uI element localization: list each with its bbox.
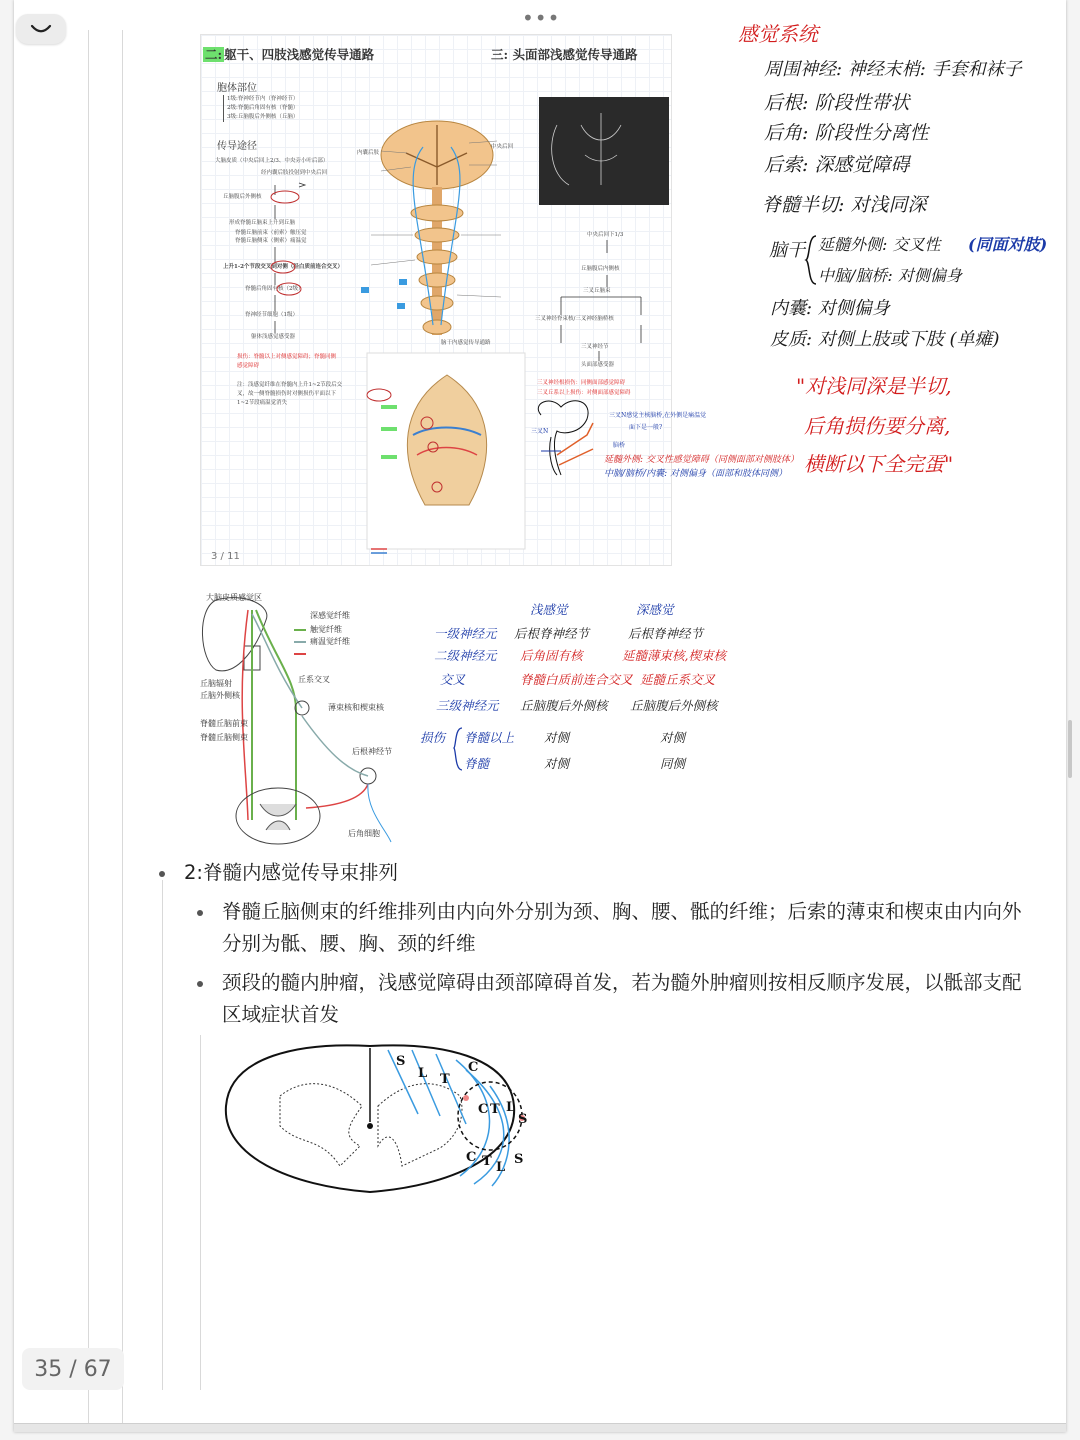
figure-label: 丘脑辐射 — [200, 679, 232, 688]
flow-step: 躯体浅感觉感受器 — [251, 334, 296, 340]
spinal-cord-figure — [220, 1036, 540, 1196]
cord-label: T — [490, 1102, 500, 1117]
flow-step: 脊髓丘脑侧束（侧索）痛温觉 — [235, 238, 307, 244]
sheet-red-note: 延髓外侧: 交叉性感觉障碍（同侧面部对侧肢体） — [604, 455, 799, 465]
figure-label: 丘脑外侧核 — [200, 691, 240, 700]
photo-label: 中央后回 — [491, 144, 514, 150]
flow-step: 丘脑腹后外侧核 — [223, 194, 262, 200]
damage-superficial: 对侧 — [544, 730, 570, 745]
outline-guide-line — [122, 30, 123, 1430]
flow-step: 脊神经节细胞（1级） — [245, 312, 298, 318]
trigeminal-step: 头面部感受器 — [581, 362, 615, 368]
annotation-line: 中脑/脑桥: 对侧偏身 — [818, 266, 962, 285]
sheet-title-left: 二: 躯干、四肢浅感觉传导通路 — [205, 47, 375, 62]
flow-step: 经内囊后肢投射到中央后回 — [261, 170, 328, 176]
cord-label: L — [506, 1100, 516, 1115]
row-superficial: 后根脊神经节 — [514, 626, 590, 641]
damage-deep: 对侧 — [660, 730, 686, 745]
red-quote-line: 后角损伤要分离, — [804, 414, 951, 438]
flow-step: 脊髓丘脑前束（前索）触压觉 — [235, 230, 307, 236]
legend-item: 痛温觉纤维 — [310, 637, 350, 646]
cord-label: S — [514, 1152, 524, 1167]
bullet-dot — [159, 871, 165, 877]
figure-title: 大脑皮质感觉区 — [206, 593, 262, 602]
photo-label: 内囊后肢 — [357, 150, 380, 156]
figure-label: 后根神经节 — [352, 747, 392, 756]
trigeminal-red-note: 三叉丘系以上损伤：对侧面部感觉障碍 — [537, 390, 631, 396]
legend-item: 深感觉纤维 — [310, 611, 350, 620]
figure-label: 脊髓丘脑前束 — [200, 719, 248, 728]
damage-label: 损伤 — [420, 730, 446, 745]
annotation-line: 后根: 阶段性带状 — [764, 92, 910, 114]
blue-note: 面下是一般? — [629, 424, 663, 431]
bullet-dot — [197, 910, 203, 916]
cord-label: C — [478, 1102, 489, 1117]
trigeminal-red-note: 三叉神经根损伤：同侧面部感觉障碍 — [537, 380, 626, 386]
section-body-heading: 胞体部位 — [217, 83, 257, 94]
row-deep: 延髓薄束核,楔束核 — [622, 648, 726, 663]
row-label: 三级神经元 — [436, 698, 499, 713]
cord-label: L — [496, 1160, 506, 1175]
figure-label: 薄束核和楔束核 — [328, 703, 384, 712]
cord-label: C — [466, 1150, 477, 1165]
side-note: 三叉N — [531, 428, 549, 435]
more-options-icon[interactable]: ••• — [522, 6, 561, 30]
row-superficial: 丘脑腹后外侧核 — [520, 698, 608, 713]
annotation-line: 内囊: 对侧偏身 — [770, 298, 890, 319]
cord-label: T — [482, 1154, 492, 1169]
cord-label: L — [418, 1066, 428, 1081]
trigeminal-step: 中央后回下1/3 — [587, 232, 624, 238]
blue-note: 脑桥 — [613, 442, 626, 449]
outline-heading: 2:脊髓内感觉传导束排列 — [184, 861, 398, 884]
outline-guide-line — [162, 880, 163, 1390]
annotations-title: 感觉系统 — [738, 22, 818, 46]
legend-item: 触觉纤维 — [310, 625, 342, 634]
neuron-item: 1级:脊神经节内（脊神经节） — [227, 96, 299, 102]
damage-row-label: 脊髓 — [464, 756, 490, 771]
red-quote-line: "对浅同深是半切, — [796, 374, 952, 398]
flow-step: 大脑皮质（中央后回上2/3、中央旁小叶后部） — [215, 158, 329, 164]
scrollbar-thumb[interactable] — [1068, 720, 1072, 778]
neuron-item: 3级:丘脑腹后外侧核（丘脑） — [227, 114, 299, 120]
figure-caption: 脑干内感觉传导通路 — [441, 340, 491, 346]
figure-label: 后角细胞 — [348, 829, 380, 838]
footnote: 注：浅感觉纤维在脊髓内上升1~2节段后交叉，故一侧脊髓损伤时对侧损伤平面以下1~2节段痛温觉消失 — [237, 382, 343, 406]
cord-label: T — [440, 1072, 450, 1087]
annotation-line: 后角: 阶段性分离性 — [764, 122, 929, 144]
annotation-line: 延髓外侧: 交叉性 — [818, 235, 941, 254]
annotation-line: 周围神经: 神经末梢: 手套和袜子 — [764, 59, 1022, 80]
row-superficial: 脊髓白质前连合交叉 — [520, 672, 633, 687]
annotation-line: 脊髓半切: 对浅同深 — [762, 194, 927, 216]
pathway-drawing — [186, 580, 396, 850]
red-quote-line: 横断以下全完蛋" — [804, 452, 954, 476]
document-page — [14, 0, 1066, 1432]
figure-label: 脊髓丘脑侧束 — [200, 733, 248, 742]
flow-step: 形成脊髓丘脑束上升到丘脑 — [229, 220, 296, 226]
chevron-down-icon — [30, 23, 52, 35]
damage-superficial: 对侧 — [544, 756, 570, 771]
outline-guide-line — [200, 1035, 201, 1390]
cord-label: C — [468, 1060, 479, 1075]
sheet-drawings — [201, 35, 671, 565]
annotation-brainstem: 脑干 — [769, 240, 805, 261]
damage-deep: 同侧 — [660, 756, 686, 771]
row-deep: 后根脊神经节 — [628, 626, 704, 641]
trigeminal-step: 三叉丘脑束 — [583, 288, 611, 294]
neuron-item: 2级:脊髓后角固有核（脊髓） — [227, 105, 299, 111]
col-header-superficial: 浅感觉 — [530, 602, 568, 617]
damage-row-label: 脊髓以上 — [464, 730, 515, 745]
trigeminal-step: 三叉神经脊束核/三叉神经脑桥核 — [535, 316, 614, 322]
bottom-edge — [14, 1423, 1066, 1432]
outline-bullet-1: 脊髓丘脑侧束的纤维排列由内向外分别为颈、胸、腰、骶的纤维；后索的薄束和楔束由内向外分别为骶、腰、胸、颈的纤维 — [222, 900, 1022, 955]
damage-red-note: 损伤：脊髓以上对侧感觉障碍；脊髓同侧感觉障碍 — [237, 354, 337, 369]
row-label: 一级神经元 — [434, 626, 497, 641]
page-counter: 35 / 67 — [22, 1348, 124, 1390]
flow-step: 上升1-2个节段交叉到对侧（经白质前连合交叉） — [223, 264, 343, 270]
cord-label: S — [518, 1112, 528, 1127]
trigeminal-step: 丘脑腹后内侧核 — [581, 266, 620, 272]
sheet-title-right: 三: 头面部浅感觉传导通路 — [491, 47, 638, 62]
blue-note: 三叉N感觉主核脑桥,在外侧是痛温觉 — [609, 412, 707, 419]
section-path-heading: 传导途径 — [217, 141, 257, 152]
row-label: 交叉 — [440, 672, 466, 687]
damage-brace — [452, 726, 464, 772]
annotation-line: (同面对肢) — [968, 235, 1048, 254]
row-label: 二级神经元 — [434, 648, 497, 663]
annotation-line: 皮质: 对侧上肢或下肢 (单瘫) — [770, 329, 1000, 350]
outline-guide-line — [88, 30, 89, 1430]
pathway-figure — [186, 580, 396, 850]
comparison-table — [414, 596, 754, 786]
figure-label: 丘系交叉 — [298, 675, 330, 684]
skull-photo — [539, 97, 669, 205]
outline-bullet-2: 颈段的髓内肿瘤，浅感觉障碍由颈部障碍首发，若为髓外肿瘤则按相反顺序发展，以骶部支配区域症状首发 — [222, 971, 1022, 1026]
brain-cross-section — [361, 121, 501, 335]
cord-label: S — [396, 1054, 406, 1069]
collapse-button[interactable] — [16, 14, 66, 44]
flow-step: 脊髓后角固有核（2级） — [245, 286, 304, 292]
brainstem-sketch — [538, 401, 588, 475]
sheet-page-number: 3 / 11 — [211, 551, 240, 562]
row-superficial: 后角固有核 — [520, 648, 583, 663]
sheet-blue-note: 中脑/脑桥/内囊: 对侧偏身（面部和肢体同侧） — [604, 469, 787, 479]
row-deep: 延髓丘系交叉 — [640, 672, 716, 687]
bullet-dot — [197, 981, 203, 987]
col-header-deep: 深感觉 — [636, 602, 674, 617]
annotation-line: 后索: 深感觉障碍 — [764, 154, 910, 176]
trigeminal-step: 三叉神经节 — [581, 344, 609, 350]
row-deep: 丘脑腹后外侧核 — [630, 698, 718, 713]
brainstem-diagram — [367, 353, 525, 553]
